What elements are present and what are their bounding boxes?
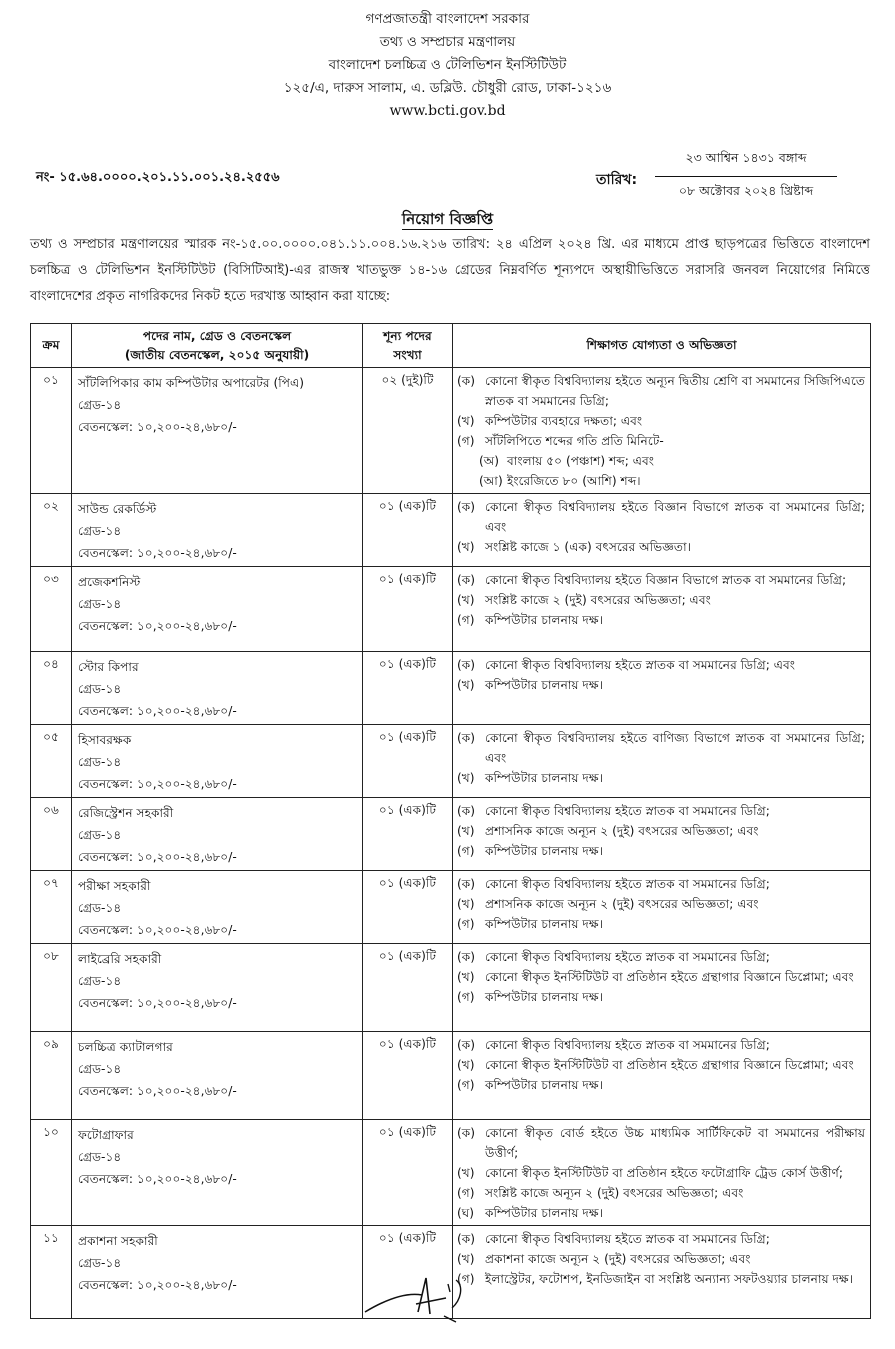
qualification-text: কম্পিউটার চালনায় দক্ষ। — [485, 844, 604, 858]
government-name: গণপ্রজাতন্ত্রী বাংলাদেশ সরকার — [365, 11, 530, 27]
qualification-text: প্রশাসনিক কাজে অন্যূন ২ (দুই) বৎসরের অভিজ্ঞতা; এবং — [485, 824, 759, 838]
qualification-item — [457, 1075, 865, 1095]
qualification-item — [457, 655, 865, 675]
post-pay-scale: বেতনস্কেল: ১০,২০০-২৪,৬৮০/- — [78, 1278, 237, 1292]
qualification-text: কোনো স্বীকৃত বিশ্ববিদ্যালয় হইতে স্নাতক বা সমমানের ডিগ্রি; এবং — [485, 658, 796, 672]
qualification-item — [457, 1249, 865, 1269]
qualification-label: (খ) — [457, 1058, 475, 1072]
qualification-item — [457, 371, 865, 411]
qualification-label: (ক) — [457, 1126, 476, 1140]
qualification-item — [457, 675, 865, 695]
qualifications-cell — [453, 652, 871, 725]
post-cell — [72, 1226, 363, 1319]
qualification-label: (ক) — [457, 573, 476, 587]
qualification-item — [457, 471, 865, 491]
post-grade: গ্রেড-১৪ — [78, 755, 122, 769]
vacancy-count: ০১ (এক)টি — [363, 944, 453, 1032]
row-serial: ০৮ — [31, 944, 72, 1032]
qualification-label: (গ) — [457, 917, 475, 931]
post-name: লাইব্রেরি সহকারী — [78, 952, 162, 966]
qualification-label: (গ) — [457, 434, 475, 448]
row-serial: ০২ — [31, 494, 72, 567]
header-vacancy-line2: সংখ্যা — [393, 347, 422, 362]
qualifications-cell — [453, 494, 871, 567]
post-grade: গ্রেড-১৪ — [78, 597, 122, 611]
vacancy-table — [30, 323, 871, 1319]
qualification-label: (খ) — [457, 414, 475, 428]
qualification-item — [457, 1163, 865, 1183]
vacancy-count: ০১ (এক)টি — [363, 1032, 453, 1120]
row-serial: ০১ — [31, 368, 72, 494]
qualification-label: (খ) — [457, 540, 475, 554]
notice-title — [0, 208, 895, 233]
post-cell — [72, 368, 363, 494]
qualification-text: কোনো স্বীকৃত ইনস্টিটিউট বা প্রতিষ্ঠান হইতে ফটোগ্রাফি ট্রেড কোর্স উত্তীর্ণ; — [485, 1166, 843, 1180]
qualifications-cell — [453, 368, 871, 494]
vacancy-count: ০১ (এক)টি — [363, 725, 453, 798]
table-row — [31, 798, 871, 871]
post-pay-scale: বেতনস্কেল: ১০,২০০-২৪,৬৮০/- — [78, 777, 237, 791]
qualification-text: কোনো স্বীকৃত বোর্ড হইতে উচ্চ মাধ্যমিক সার্টিফিকেট বা সমমানের পরীক্ষায় উত্তীর্ণ; — [485, 1126, 865, 1160]
qualification-item — [457, 801, 865, 821]
table-row — [31, 725, 871, 798]
qualification-item — [457, 1269, 865, 1289]
qualification-item — [457, 914, 865, 934]
qualification-item — [457, 610, 865, 630]
qualification-text: কম্পিউটার চালনায় দক্ষ। — [485, 917, 604, 931]
qualifications-cell — [453, 1032, 871, 1120]
post-grade: গ্রেড-১৪ — [78, 901, 122, 915]
post-pay-scale: বেতনস্কেল: ১০,২০০-২৪,৬৮০/- — [78, 1172, 237, 1186]
post-grade: গ্রেড-১৪ — [78, 524, 122, 538]
notice-title-text: নিয়োগ বিজ্ঞপ্তি — [401, 210, 494, 228]
table-row — [31, 1120, 871, 1226]
qualification-label: (ক) — [457, 1038, 476, 1052]
qualification-label: (ক) — [457, 877, 476, 891]
date-english: ০৮ অক্টোবর ২০২৪ খ্রিষ্টাব্দ — [678, 183, 814, 198]
qualification-text: কম্পিউটার চালনায় দক্ষ। — [485, 1078, 604, 1092]
table-header-row — [31, 324, 871, 368]
post-grade: গ্রেড-১৪ — [78, 1256, 122, 1270]
qualification-label: (ক) — [457, 731, 476, 745]
qualification-label: (অ) — [479, 454, 500, 468]
table-row — [31, 944, 871, 1032]
qualification-label: (ক) — [457, 804, 476, 818]
vacancy-count: ০১ (এক)টি — [363, 567, 453, 652]
qualification-label: (খ) — [457, 970, 475, 984]
qualification-item — [457, 411, 865, 431]
vacancy-count: ০১ (এক)টি — [363, 494, 453, 567]
row-serial: ০৭ — [31, 871, 72, 944]
qualification-text: ইলাস্ট্রেটর, ফটোশপ, ইনডিজাইন বা সংশ্লিষ্ট অন্যান্য সফটওয়্যার চালনায় দক্ষ। — [485, 1272, 854, 1286]
date-label: তারিখ: — [596, 172, 638, 188]
header-vacancy-line1: শূন্য পদের — [383, 328, 432, 343]
qualification-text: কোনো স্বীকৃত ইনস্টিটিউট বা প্রতিষ্ঠান হইতে গ্রন্থাগার বিজ্ঞানে ডিপ্লোমা; এবং — [485, 1058, 854, 1072]
qualification-item — [457, 590, 865, 610]
row-serial: ০৪ — [31, 652, 72, 725]
qualification-text: কোনো স্বীকৃত বিশ্ববিদ্যালয় হইতে স্নাতক বা সমমানের ডিগ্রি; — [485, 1232, 770, 1246]
qualification-text: বাংলায় ৫০ (পঞ্চাশ) শব্দ; এবং — [507, 454, 655, 468]
row-serial: ১১ — [31, 1226, 72, 1319]
post-pay-scale: বেতনস্কেল: ১০,২০০-২৪,৬৮০/- — [78, 619, 237, 633]
post-name: প্রজেকশনিস্ট — [78, 575, 141, 589]
table-row — [31, 368, 871, 494]
qualification-item — [457, 1123, 865, 1163]
qualification-label: (গ) — [457, 1186, 475, 1200]
memo-number: নং- ১৫.৬৪.০০০০.২০১.১১.০০১.২৪.২৫৫৬ — [36, 170, 280, 185]
qualification-label: (গ) — [457, 1272, 475, 1286]
post-grade: গ্রেড-১৪ — [78, 398, 122, 412]
qualifications-cell — [453, 798, 871, 871]
ministry-name: তথ্য ও সম্প্রচার মন্ত্রণালয় — [379, 34, 516, 50]
institute-address: ১২৫/এ, দারুস সালাম, এ. ডব্লিউ. চৌধুরী রোড, ঢাকা-১২১৬ — [283, 80, 612, 96]
post-grade: গ্রেড-১৪ — [78, 1150, 122, 1164]
header-post-line1: পদের নাম, গ্রেড ও বেতনস্কেল — [142, 328, 292, 343]
post-cell — [72, 494, 363, 567]
qualification-text: কোনো স্বীকৃত বিশ্ববিদ্যালয় হইতে বিজ্ঞান বিভাগে স্নাতক বা সমমানের ডিগ্রি; — [485, 573, 847, 587]
vacancy-count: ০১ (এক)টি — [363, 798, 453, 871]
post-name: স্টোর কিপার — [78, 660, 139, 674]
post-pay-scale: বেতনস্কেল: ১০,২০০-২৪,৬৮০/- — [78, 923, 237, 937]
post-cell — [72, 567, 363, 652]
vacancy-count: ০১ (এক)টি — [363, 871, 453, 944]
vacancy-count: ০১ (এক)টি — [363, 652, 453, 725]
qualification-text: কোনো স্বীকৃত বিশ্ববিদ্যালয় হইতে স্নাতক বা সমমানের ডিগ্রি; — [485, 877, 770, 891]
qualification-text: কোনো স্বীকৃত বিশ্ববিদ্যালয় হইতে স্নাতক বা সমমানের ডিগ্রি; — [485, 804, 770, 818]
qualification-label: (খ) — [457, 1166, 475, 1180]
qualification-text: কোনো স্বীকৃত বিশ্ববিদ্যালয় হইতে বিজ্ঞান বিভাগে স্নাতক বা সমমানের ডিগ্রি; এবং — [485, 500, 865, 534]
header-vacancy — [363, 324, 453, 368]
qualification-item — [457, 987, 865, 1007]
qualification-text: কম্পিউটার চালনায় দক্ষ। — [485, 678, 604, 692]
header-post — [72, 324, 363, 368]
qualification-item — [457, 1203, 865, 1223]
qualifications-cell — [453, 1120, 871, 1226]
post-name: সাউন্ড রেকর্ডিস্ট — [78, 502, 157, 516]
vacancy-count: ০২ (দুই)টি — [363, 368, 453, 494]
qualification-text: কম্পিউটার ব্যবহারে দক্ষতা; এবং — [485, 414, 643, 428]
table-row — [31, 494, 871, 567]
institute-name: বাংলাদেশ চলচ্চিত্র ও টেলিভিশন ইনস্টিটিউট — [328, 57, 567, 73]
post-pay-scale: বেতনস্কেল: ১০,২০০-২৪,৬৮০/- — [78, 850, 237, 864]
qualification-item — [457, 841, 865, 861]
qualification-label: (গ) — [457, 1078, 475, 1092]
vacancy-count: ০১ (এক)টি — [363, 1226, 453, 1319]
post-cell — [72, 798, 363, 871]
qualification-text: কোনো স্বীকৃত বিশ্ববিদ্যালয় হইতে স্নাতক বা সমমানের ডিগ্রি; — [485, 1038, 770, 1052]
qualification-item — [457, 451, 865, 471]
post-pay-scale: বেতনস্কেল: ১০,২০০-২৪,৬৮০/- — [78, 546, 237, 560]
qualification-item — [457, 1035, 865, 1055]
letterhead — [0, 8, 895, 123]
post-name: চলচ্চিত্র ক্যাটালগার — [78, 1040, 173, 1054]
post-cell — [72, 944, 363, 1032]
qualification-text: কম্পিউটার চালনায় দক্ষ। — [485, 613, 604, 627]
signature-image — [360, 1270, 490, 1330]
post-name: হিসাবরক্ষক — [78, 733, 132, 747]
table-row — [31, 871, 871, 944]
post-grade: গ্রেড-১৪ — [78, 828, 122, 842]
vacancy-count: ০১ (এক)টি — [363, 1120, 453, 1226]
qualification-text: সংশ্লিষ্ট কাজে ২ (দুই) বৎসরের অভিজ্ঞতা; এবং — [485, 593, 711, 607]
qualification-text: সংশ্লিষ্ট কাজে অন্যূন ২ (দুই) বৎসরের অভিজ্ঞতা; এবং — [485, 1186, 744, 1200]
qualification-text: সংশ্লিষ্ট কাজে ১ (এক) বৎসরের অভিজ্ঞতা। — [485, 540, 691, 554]
date-bangla: ২৩ আশ্বিন ১৪৩১ বঙ্গাব্দ — [655, 150, 837, 177]
post-grade: গ্রেড-১৪ — [78, 1062, 122, 1076]
qualification-label: (ক) — [457, 500, 476, 514]
qualification-item — [457, 431, 865, 451]
qualifications-cell — [453, 944, 871, 1032]
qualification-item — [457, 497, 865, 537]
qualification-label: (গ) — [457, 990, 475, 1004]
qualification-label: (ক) — [457, 374, 476, 388]
post-cell — [72, 725, 363, 798]
post-cell — [72, 871, 363, 944]
qualification-text: কম্পিউটার চালনায় দক্ষ। — [485, 990, 604, 1004]
qualification-label: (খ) — [457, 593, 475, 607]
qualification-label: (ক) — [457, 658, 476, 672]
qualification-item — [457, 570, 865, 590]
qualification-item — [457, 1183, 865, 1203]
post-pay-scale: বেতনস্কেল: ১০,২০০-২৪,৬৮০/- — [78, 420, 237, 434]
header-post-line2: (জাতীয় বেতনস্কেল, ২০১৫ অনুযায়ী) — [124, 347, 310, 362]
row-serial: ০৫ — [31, 725, 72, 798]
qualification-label: (ঘ) — [457, 1206, 475, 1220]
qualification-text: কম্পিউটার চালনায় দক্ষ। — [485, 771, 604, 785]
row-serial: ১০ — [31, 1120, 72, 1226]
table-row — [31, 652, 871, 725]
row-serial: ০৯ — [31, 1032, 72, 1120]
qualification-item — [457, 768, 865, 788]
post-cell — [72, 652, 363, 725]
date-block — [655, 150, 837, 203]
intro-paragraph: তথ্য ও সম্প্রচার মন্ত্রণালয়ের স্মারক নং-১৫.০০.০০০০.০৪১.১১.০০৪.১৬.২১৬ তারিখ: ২৪ এপ্রিল ২০২৪ খ্রি. এর মাধ্যমে প্রাপ্ত ছাড়পত্রের ভিত্তিতে বাংলাদেশ চলচ্চিত্র ও টেলিভিশন ইনস্টিটিউট (বিসিটিআই)-এর রাজস্ব খাতভুক্ত ১৪-১৬ গ্রেডের নিম্নবর্ণিত শূন্যপদে অস্থায়ীভিত্তিতে সরাসরি জনবল নিয়োগের নিমিত্তে বাংলাদেশের প্রকৃত নাগরিকদের নিকট হতে দরখাস্ত আহ্বান করা যাচ্ছে: — [30, 237, 870, 304]
table-row — [31, 1032, 871, 1120]
qualification-text: কোনো স্বীকৃত ইনস্টিটিউট বা প্রতিষ্ঠান হইতে গ্রন্থাগার বিজ্ঞানে ডিপ্লোমা; এবং — [485, 970, 854, 984]
post-pay-scale: বেতনস্কেল: ১০,২০০-২৪,৬৮০/- — [78, 996, 237, 1010]
header-qualifications: শিক্ষাগত যোগ্যতা ও অভিজ্ঞতা — [453, 324, 871, 368]
post-pay-scale: বেতনস্কেল: ১০,২০০-২৪,৬৮০/- — [78, 1084, 237, 1098]
row-serial: ০৬ — [31, 798, 72, 871]
qualification-label: (আ) — [479, 474, 503, 488]
post-grade: গ্রেড-১৪ — [78, 974, 122, 988]
post-cell — [72, 1120, 363, 1226]
qualification-label: (খ) — [457, 678, 475, 692]
post-name: ফটোগ্রাফার — [78, 1128, 134, 1142]
website-link[interactable]: www.bcti.gov.bd — [389, 103, 506, 119]
qualification-label: (গ) — [457, 844, 475, 858]
qualification-label: (গ) — [457, 613, 475, 627]
qualifications-cell — [453, 1226, 871, 1319]
post-pay-scale: বেতনস্কেল: ১০,২০০-২৪,৬৮০/- — [78, 704, 237, 718]
qualification-text: কম্পিউটার চালনায় দক্ষ। — [485, 1206, 604, 1220]
post-grade: গ্রেড-১৪ — [78, 682, 122, 696]
qualification-label: (ক) — [457, 950, 476, 964]
qualification-text: কোনো স্বীকৃত বিশ্ববিদ্যালয় হইতে অন্যূন দ্বিতীয় শ্রেণি বা সমমানের সিজিপিএতে স্নাতক বা সমমানের ডিগ্রি; — [485, 374, 865, 408]
qualification-label: (খ) — [457, 771, 475, 785]
post-name: রেজিস্ট্রেশন সহকারী — [78, 806, 174, 820]
post-cell — [72, 1032, 363, 1120]
table-row — [31, 567, 871, 652]
qualification-item — [457, 821, 865, 841]
qualification-item — [457, 1055, 865, 1075]
qualification-item — [457, 947, 865, 967]
qualification-label: (খ) — [457, 824, 475, 838]
qualifications-cell — [453, 725, 871, 798]
qualification-item — [457, 728, 865, 768]
qualification-item — [457, 537, 865, 557]
post-name: সাঁটলিপিকার কাম কম্পিউটার অপারেটর (পিএ) — [78, 376, 304, 390]
qualification-item — [457, 967, 865, 987]
qualification-item — [457, 1229, 865, 1249]
qualification-label: (ক) — [457, 1232, 476, 1246]
header-serial: ক্রম — [31, 324, 72, 368]
post-name: প্রকাশনা সহকারী — [78, 1234, 158, 1248]
qualification-text: কোনো স্বীকৃত বিশ্ববিদ্যালয় হইতে স্নাতক বা সমমানের ডিগ্রি; — [485, 950, 770, 964]
qualifications-cell — [453, 871, 871, 944]
qualification-text: প্রশাসনিক কাজে অন্যূন ২ (দুই) বৎসরের অভিজ্ঞতা; এবং — [485, 897, 759, 911]
qualification-text: সাঁটলিপিতে শব্দের গতি প্রতি মিনিটে- — [485, 434, 664, 448]
qualification-text: প্রকাশনা কাজে অন্যূন ২ (দুই) বৎসরের অভিজ্ঞতা; এবং — [485, 1252, 751, 1266]
qualification-text: কোনো স্বীকৃত বিশ্ববিদ্যালয় হইতে বাণিজ্য বিভাগে স্নাতক বা সমমানের ডিগ্রি; এবং — [485, 731, 865, 765]
qualifications-cell — [453, 567, 871, 652]
qualification-item — [457, 894, 865, 914]
qualification-label: (খ) — [457, 897, 475, 911]
row-serial: ০৩ — [31, 567, 72, 652]
qualification-item — [457, 874, 865, 894]
qualification-label: (খ) — [457, 1252, 475, 1266]
qualification-text: ইংরেজিতে ৮০ (আশি) শব্দ। — [507, 474, 641, 488]
post-name: পরীক্ষা সহকারী — [78, 879, 151, 893]
